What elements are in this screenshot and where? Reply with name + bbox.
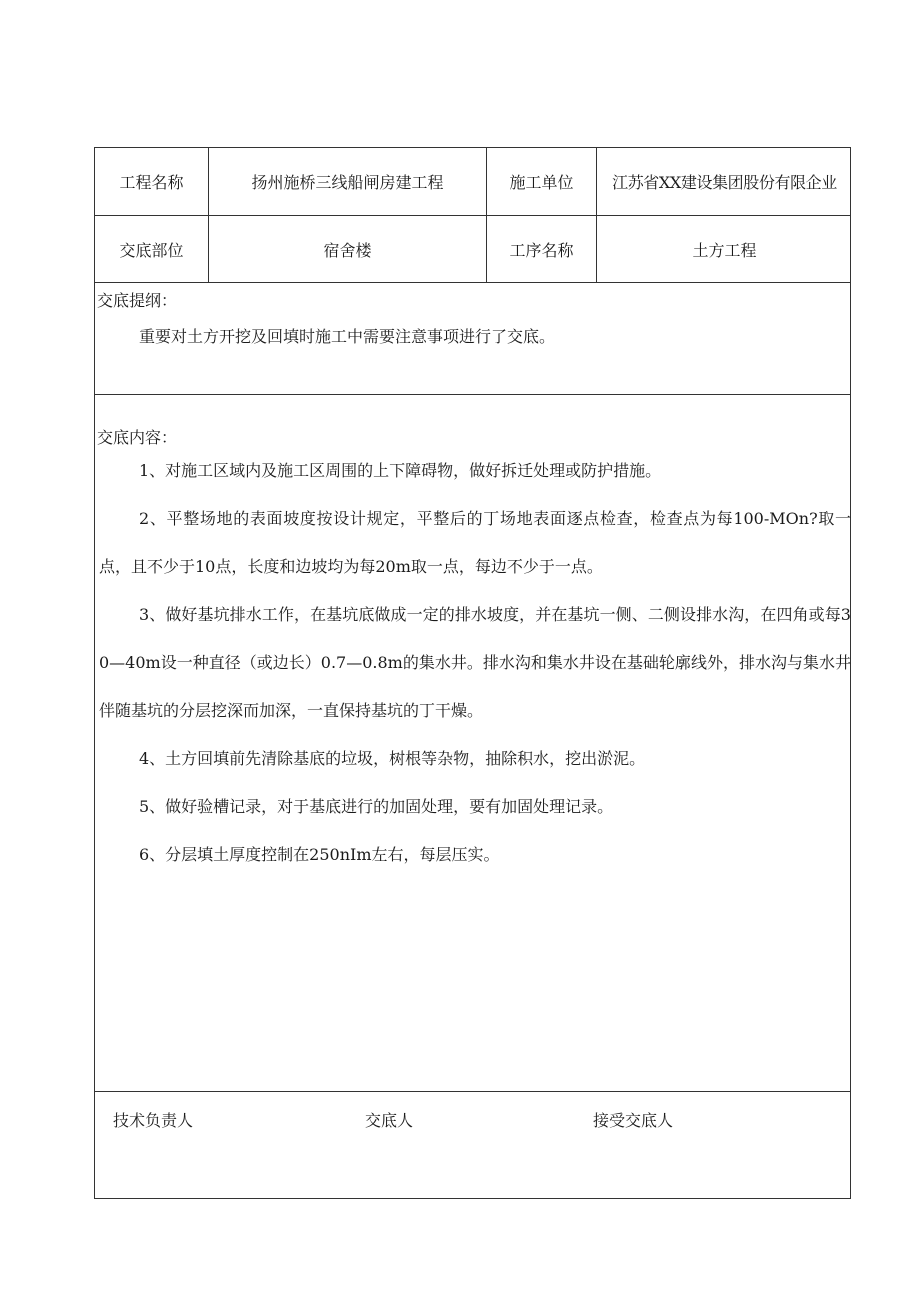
content-item-6: 6、分层填土厚度控制在250nIm左右，每层压实。 [139,845,500,864]
disclosure-part-label: 交底部位 [119,240,184,260]
content-item-5: 5、做好验槽记录，对于基底进行的加固处理，要有加固处理记录。 [139,797,614,816]
signature-row [95,1092,850,1198]
content-item-2: 2、平整场地的表面坡度按设计规定，平整后的丁场地表面逐点检查，检查点为每100-MOn?取一点，且不少于10点，长度和边坡均为每20m取一点，每边不少于一点。 [99,509,851,576]
construction-unit-label: 施工单位 [486,148,596,215]
disclosure-form [94,147,851,1199]
outline-label: 交底提纲： [97,291,178,310]
content-section [95,395,850,1092]
content-item-3: 3、做好基坑排水工作，在基坑底做成一定的排水坡度，并在基坑一侧、二侧设排水沟，在四角或每30—40m设一种直径（或边长）0.7—0.8m的集水井。排水沟和集水井设在基础轮廓线外，排水沟与集水井伴随基坑的分层挖深而加深，一直保持基坑的丁干燥。 [99,605,851,720]
content-label: 交底内容： [97,428,178,447]
outline-section [95,283,850,395]
outline-text: 重要对土方开挖及回填时施工中需要注意事项进行了交底。 [139,327,556,346]
header-row-1 [95,148,850,216]
content-item-1: 1、对施工区域内及施工区周围的上下障碍物，做好拆迁处理或防护措施。 [139,461,662,480]
header-row-2 [95,216,850,283]
process-name-value: 土方工程 [596,216,852,282]
process-name-label: 工序名称 [486,216,596,282]
disclosure-part-value: 宿舍楼 [208,216,486,282]
tech-lead-signature-label: 技术负责人 [113,1111,194,1130]
project-name-label: 工程名称 [119,173,184,192]
construction-unit-value: 江苏省XX建设集团股份有限企业 [596,148,852,215]
receiver-signature-label: 接受交底人 [593,1111,674,1130]
presenter-signature-label: 交底人 [365,1111,414,1130]
content-item-4: 4、土方回填前先清除基底的垃圾，树根等杂物，抽除积水，挖出淤泥。 [139,749,646,768]
project-name-value: 扬州施桥三线船闸房建工程 [208,148,486,215]
